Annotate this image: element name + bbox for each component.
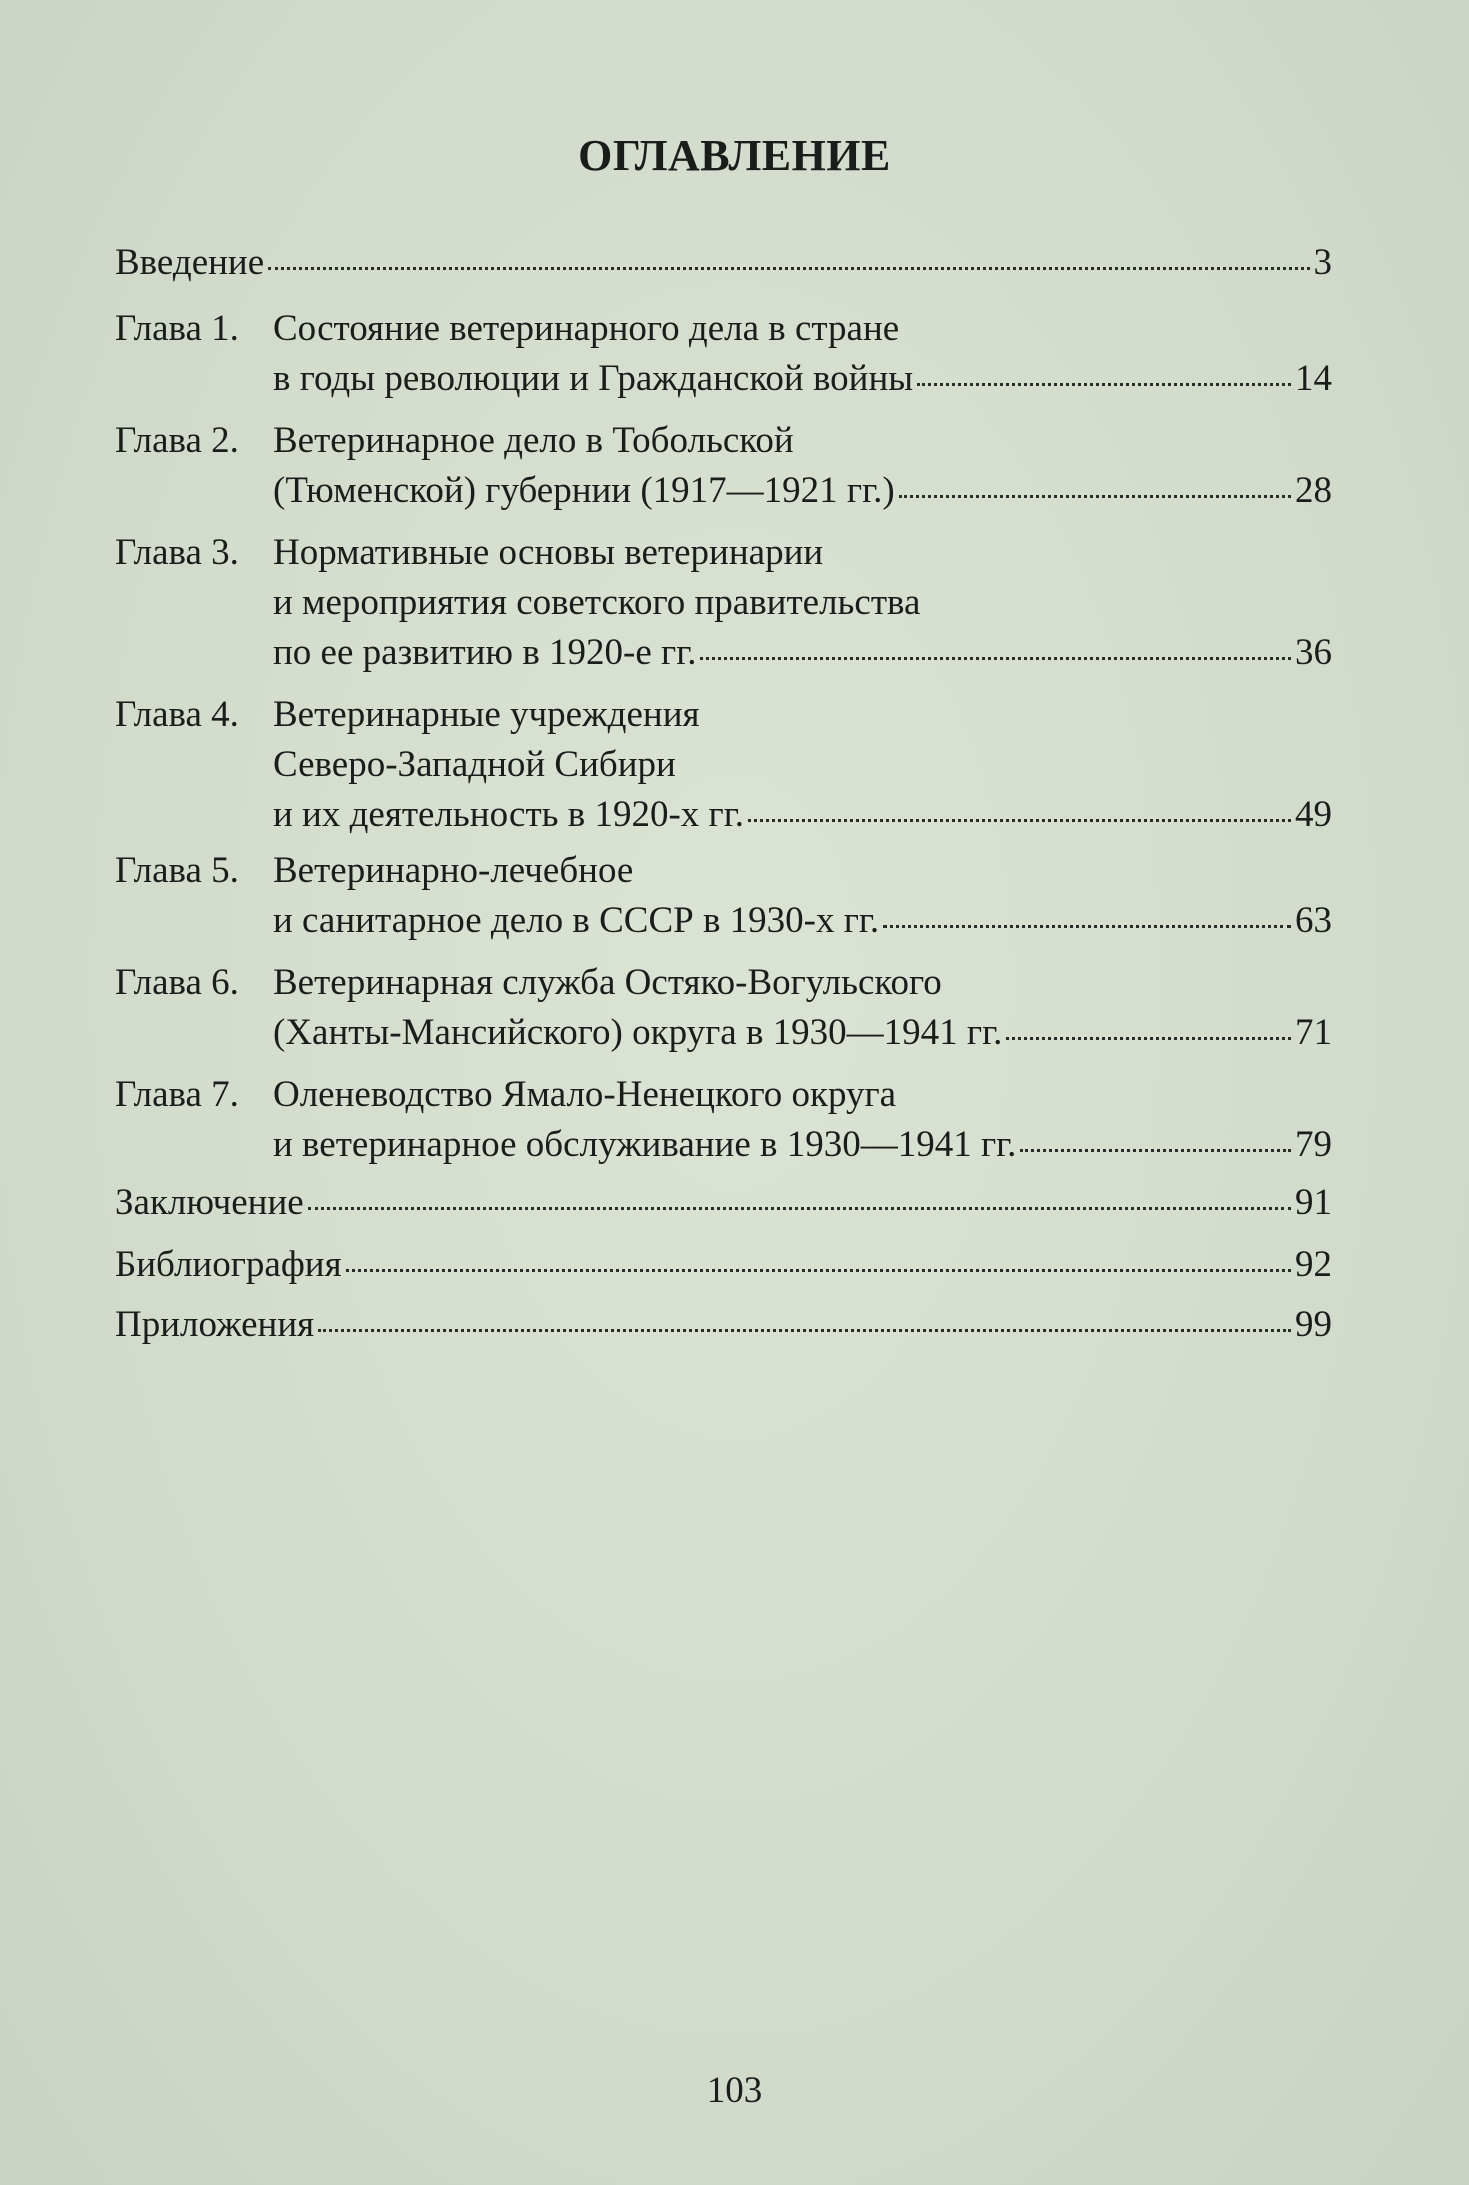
toc-entry-text: Ветеринарная служба Остяко-Вогульского xyxy=(273,962,942,1003)
chapter-label: Глава 5. xyxy=(115,850,239,891)
toc-page-number: 63 xyxy=(1295,900,1332,941)
chapter-label: Глава 3. xyxy=(115,532,239,573)
dot-leader xyxy=(748,819,1291,822)
chapter-label: Глава 1. xyxy=(115,308,239,349)
dot-leader xyxy=(346,1269,1291,1272)
toc-entry-text: Приложения xyxy=(115,1304,315,1345)
dot-leader xyxy=(1020,1149,1291,1152)
chapter-label: Глава 6. xyxy=(115,962,239,1003)
toc-entry-line xyxy=(273,580,920,626)
toc-entry-line-last xyxy=(115,1180,1332,1226)
toc-page-number: 36 xyxy=(1295,632,1332,673)
toc-entry-line-last xyxy=(273,468,1332,514)
toc-entry-text: Северо-Западной Сибири xyxy=(273,744,676,785)
toc-entry-text: и ветеринарное обслуживание в 1930—1941 гг. xyxy=(273,1124,1017,1165)
dot-leader xyxy=(318,1329,1291,1332)
toc-page-number: 49 xyxy=(1295,794,1332,835)
toc-entry-line-last xyxy=(273,356,1332,402)
toc-entry-line-last xyxy=(115,1242,1332,1288)
toc-entry-text: Оленеводство Ямало-Ненецкого округа xyxy=(273,1074,897,1115)
dot-leader xyxy=(899,495,1291,498)
chapter-label: Глава 7. xyxy=(115,1074,239,1115)
toc-entry-text: (Тюменской) губернии (1917—1921 гг.) xyxy=(273,470,895,511)
toc-entry-line xyxy=(115,306,899,352)
toc-entry-text: (Ханты-Мансийского) округа в 1930—1941 гг. xyxy=(273,1012,1003,1053)
toc-page-number: 14 xyxy=(1295,358,1332,399)
toc-entry-line-last xyxy=(115,1302,1332,1348)
toc-entry-line xyxy=(115,1072,896,1118)
toc-entry-line xyxy=(115,692,700,738)
toc-entry-text: Ветеринарные учреждения xyxy=(273,694,700,735)
toc-page-number: 79 xyxy=(1295,1124,1332,1165)
toc-entry-line-last xyxy=(273,792,1332,838)
dot-leader xyxy=(268,267,1309,270)
toc-entry-text: Заключение xyxy=(115,1182,304,1223)
dot-leader xyxy=(917,383,1291,386)
toc-page-number: 3 xyxy=(1313,242,1332,283)
chapter-label: Глава 2. xyxy=(115,420,239,461)
page-number: 103 xyxy=(706,2070,763,2111)
toc-entry-line-last xyxy=(115,240,1332,286)
toc-entry-text: по ее развитию в 1920-е гг. xyxy=(273,632,697,673)
toc-entry-text: Ветеринарное дело в Тобольской xyxy=(273,420,794,461)
toc-page-number: 91 xyxy=(1295,1182,1332,1223)
toc-entry-text: Введение xyxy=(115,242,265,283)
page-title: ОГЛАВЛЕНИЕ xyxy=(578,131,891,180)
toc-entry-line-last xyxy=(273,1010,1332,1056)
toc-entry-text: и мероприятия советского правительства xyxy=(273,582,921,623)
toc-entry-text: и их деятельность в 1920-х гг. xyxy=(273,794,744,835)
dot-leader xyxy=(308,1207,1291,1210)
toc-page-number: 99 xyxy=(1295,1304,1332,1345)
toc-entry-line xyxy=(115,960,942,1006)
toc-page-number: 71 xyxy=(1295,1012,1332,1053)
toc-entry-line-last xyxy=(273,630,1332,676)
toc-page-number: 28 xyxy=(1295,470,1332,511)
toc-entry-line xyxy=(115,418,794,464)
toc-entry-text: Библиография xyxy=(115,1244,342,1285)
dot-leader xyxy=(1006,1037,1291,1040)
toc-entry-line xyxy=(273,742,676,788)
toc-entry-text: Ветеринарно-лечебное xyxy=(273,850,634,891)
toc-entry-text: и санитарное дело в СССР в 1930-х гг. xyxy=(273,900,880,941)
toc-entry-line-last xyxy=(273,898,1332,944)
toc-entry-line xyxy=(115,530,823,576)
dot-leader xyxy=(700,657,1291,660)
toc-entry-text: Состояние ветеринарного дела в стране xyxy=(273,308,900,349)
toc-entry-text: Нормативные основы ветеринарии xyxy=(273,532,824,573)
toc-entry-line xyxy=(115,848,633,894)
dot-leader xyxy=(883,925,1291,928)
toc-page-number: 92 xyxy=(1295,1244,1332,1285)
toc-entry-text: в годы революции и Гражданской войны xyxy=(273,358,914,399)
chapter-label: Глава 4. xyxy=(115,694,239,735)
toc-entry-line-last xyxy=(273,1122,1332,1168)
